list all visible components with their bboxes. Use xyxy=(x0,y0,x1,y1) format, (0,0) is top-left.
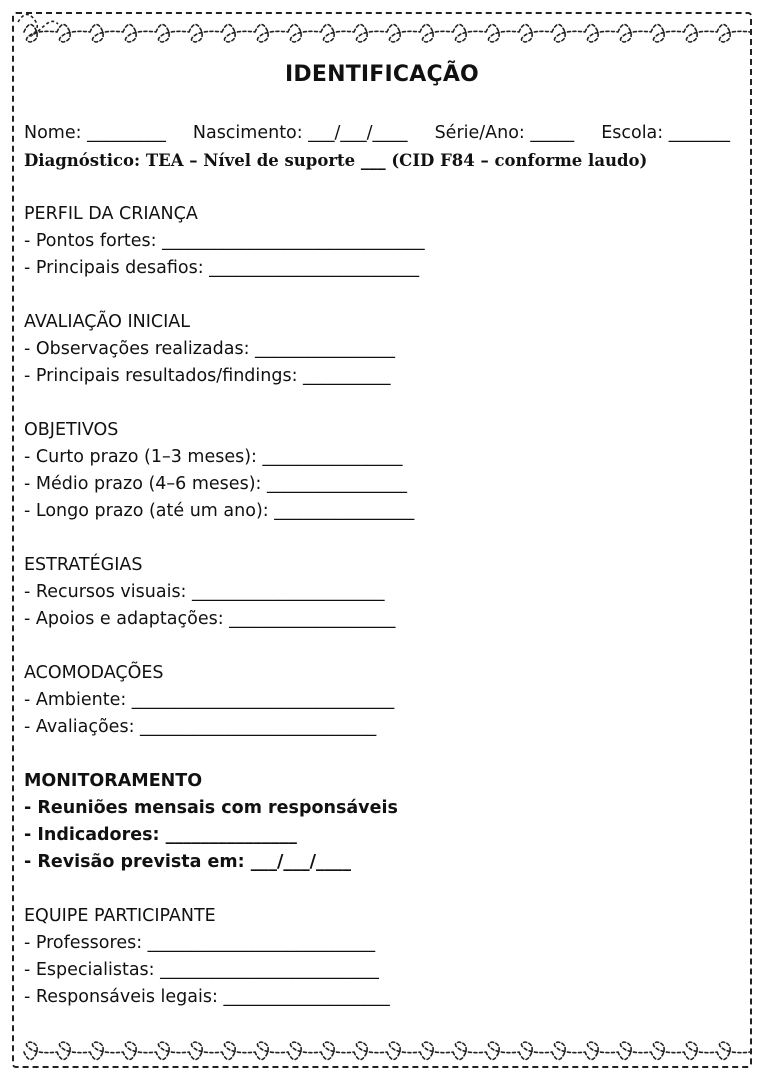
equipe-heading: EQUIPE PARTICIPANTE xyxy=(24,906,216,926)
document-title: IDENTIFICAÇÃO xyxy=(285,62,479,87)
apoios-field[interactable]: - Apoios e adaptações: ___________________ xyxy=(24,609,396,629)
professores-field[interactable]: - Professores: __________________________ xyxy=(24,933,376,953)
observacoes-field[interactable]: - Observações realizadas: ________________ xyxy=(24,339,396,359)
nome-field[interactable]: Nome: _________ xyxy=(24,123,166,143)
desafios-field[interactable]: - Principais desafios: ________________________ xyxy=(24,258,420,278)
objetivos-heading: OBJETIVOS xyxy=(24,420,119,440)
avaliacao-heading: AVALIAÇÃO INICIAL xyxy=(24,312,190,332)
curto-prazo-field[interactable]: - Curto prazo (1–3 meses): ________________ xyxy=(24,447,403,467)
decorative-top-border xyxy=(14,12,750,46)
form-content xyxy=(24,120,740,1011)
acomodacoes-heading: ACOMODAÇÕES xyxy=(24,663,164,683)
monitoramento-heading: MONITORAMENTO xyxy=(24,771,203,791)
avaliacoes-field[interactable]: - Avaliações: ___________________________ xyxy=(24,717,377,737)
medio-prazo-field[interactable]: - Médio prazo (4–6 meses): ________________ xyxy=(24,474,407,494)
indicadores-field[interactable]: - Indicadores: _______________ xyxy=(24,825,297,845)
revisao-field[interactable]: - Revisão prevista em: ___/___/____ xyxy=(24,852,352,872)
pontos-fortes-field[interactable]: - Pontos fortes: ______________________________ xyxy=(24,231,425,251)
identification-row xyxy=(24,120,740,147)
longo-prazo-field[interactable]: - Longo prazo (até um ano): ________________ xyxy=(24,501,415,521)
reunioes-line: - Reuniões mensais com responsáveis xyxy=(24,798,398,818)
escola-field[interactable]: Escola: _______ xyxy=(601,123,730,143)
estrategias-heading: ESTRATÉGIAS xyxy=(24,555,143,575)
responsaveis-field[interactable]: - Responsáveis legais: ___________________ xyxy=(24,987,390,1007)
especialistas-field[interactable]: - Especialistas: _________________________ xyxy=(24,960,379,980)
perfil-heading: PERFIL DA CRIANÇA xyxy=(24,204,198,224)
ambiente-field[interactable]: - Ambiente: ______________________________ xyxy=(24,690,395,710)
serie-field[interactable]: Série/Ano: _____ xyxy=(434,123,575,143)
recursos-visuais-field[interactable]: - Recursos visuais: ______________________ xyxy=(24,582,385,602)
resultados-field[interactable]: - Principais resultados/findings: __________ xyxy=(24,366,391,386)
nascimento-field[interactable]: Nascimento: ___/___/____ xyxy=(192,123,408,143)
decorative-bottom-border xyxy=(14,1034,750,1068)
diagnostico-line[interactable]: Diagnóstico: TEA – Nível de suporte ___ (CID F84 – conforme laudo) xyxy=(24,151,648,170)
